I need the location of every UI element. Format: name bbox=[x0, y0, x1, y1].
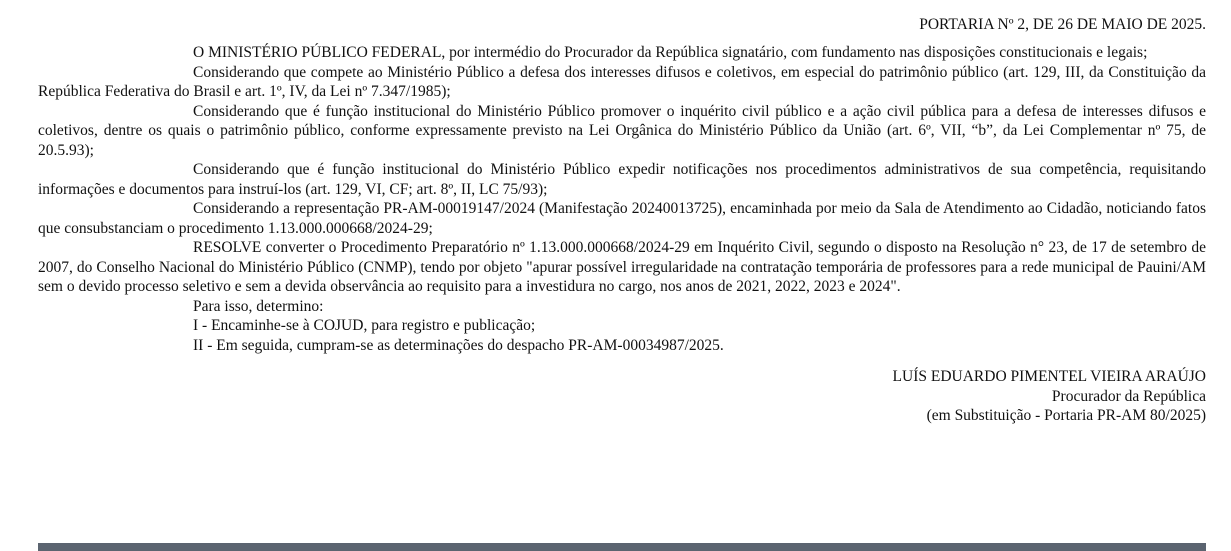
determination-item-1: I - Encaminhe-se à COJUD, para registro e publicação; bbox=[193, 317, 536, 334]
paragraph-preamble: O MINISTÉRIO PÚBLICO FEDERAL, por intermédio do Procurador da República signatário, com fundamento nas disposições constitucionais e legais; bbox=[193, 44, 1148, 61]
paragraph-considerando-3: Considerando que é função institucional do Ministério Público expedir notificações nos procedimentos administrativos de sua competência, requisitando informações e documentos para instruí-los (art. 129, VI, CF; art. 8º, II, LC 75/93); bbox=[38, 161, 1206, 198]
next-section-header-bar bbox=[38, 543, 1206, 551]
paragraph-considerando-1: Considerando que compete ao Ministério Público a defesa dos interesses difusos e coletivos, em especial do patrimônio público (art. 129, III, da Constituição da República Federativa do Brasil e art. 1º, IV, da Lei nº 7.347/1985); bbox=[38, 63, 1206, 100]
paragraph-considerando-4: Considerando a representação PR-AM-00019147/2024 (Manifestação 20240013725), encaminhada por meio da Sala de Atendimento ao Cidadão, noticiando fatos que consubstanciam o procedimento 1.13.000.000668/2024-29; bbox=[38, 200, 1206, 237]
determination-item-2: II - Em seguida, cumpram-se as determinações do despacho PR-AM-00034987/2025. bbox=[193, 336, 724, 354]
document-page bbox=[38, 0, 1206, 426]
paragraph-resolve: RESOLVE converter o Procedimento Preparatório nº 1.13.000.000668/2024-29 em Inquérito Civil, segundo o disposto na Resolução n° 23, de 17 de setembro de 2007, do Conselho Nacional do Ministério Público (CNMP), tendo por objeto "apurar possível irregularidade na contratação temporária de professores para a rede municipal de Pauini/AM sem o devido processo seletivo e sem a devida observância ao requisito para a investidura no cargo, nos anos de 2021, 2022, 2023 e 2024". bbox=[38, 239, 1206, 295]
portaria-title: PORTARIA Nº 2, DE 26 DE MAIO DE 2025. bbox=[919, 16, 1206, 33]
signatory-role: Procurador da República bbox=[1051, 387, 1206, 405]
signature-block bbox=[38, 367, 1206, 426]
paragraph-considerando-2: Considerando que é função institucional do Ministério Público promover o inquérito civil público e a ação civil pública para a defesa de interesses difusos e coletivos, dentre os quais o patrimônio público, conforme expressamente previsto na Lei Orgânica do Ministério Público da União (art. 6º, VII, “b”, da Lei Complementar nº 75, de 20.5.93); bbox=[38, 102, 1206, 159]
determino-intro: Para isso, determino: bbox=[193, 297, 324, 315]
signatory-name: LUÍS EDUARDO PIMENTEL VIEIRA ARAÚJO bbox=[892, 368, 1206, 385]
signatory-note: (em Substituição - Portaria PR-AM 80/2025) bbox=[926, 407, 1206, 424]
